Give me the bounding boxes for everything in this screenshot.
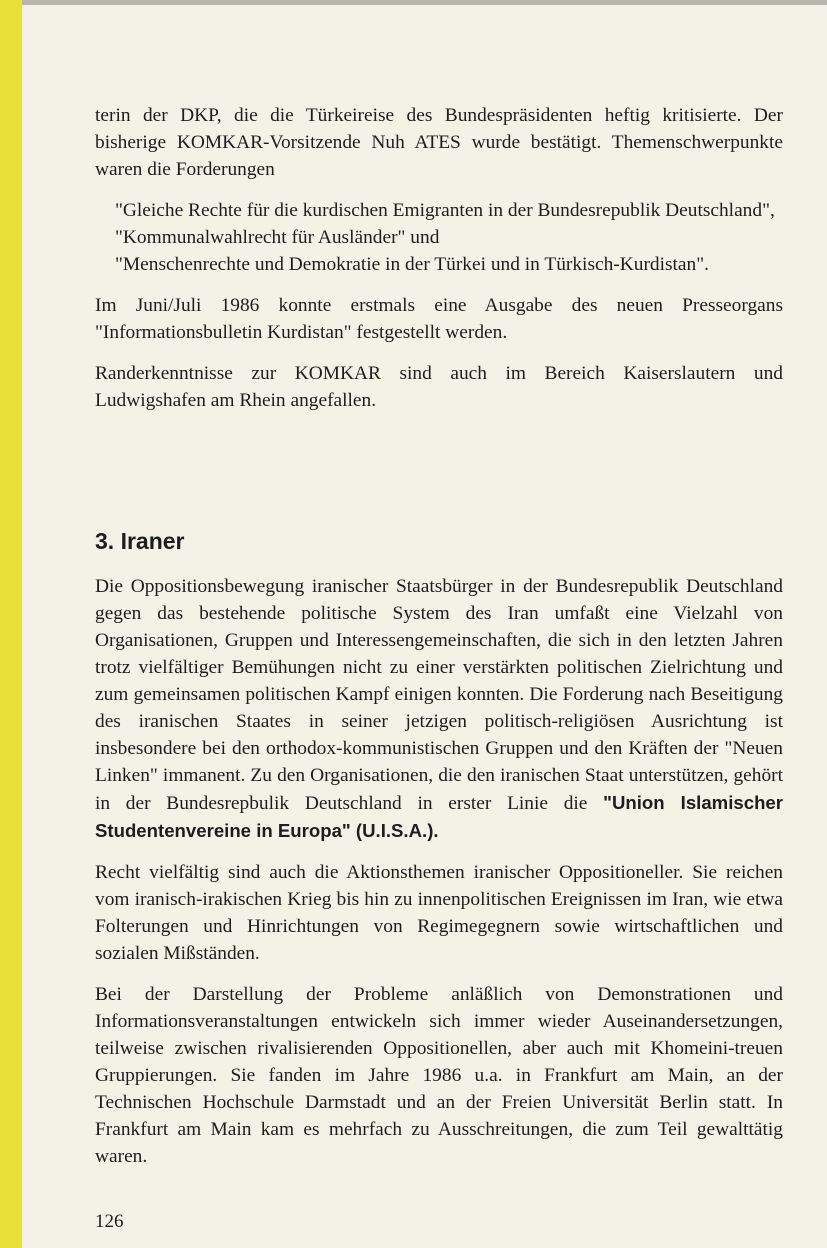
paragraph-opposition [95,573,783,845]
paragraph-opposition-text: Die Oppositionsbewegung iranischer Staatsbürger in der Bundesrepublik Deutschland gegen das bestehende politische System des Iran umfaßt eine Vielzahl von Organisationen, Gruppen und Interessengemeinschaften, die sich in den letzten Jahren trotz vielfältiger Bemühungen nicht zu einer verstärkten politischen Zielrichtung und zum gemeinsamen politischen Kampf einigen konnten. Die Forderung nach Beseitigung des iranischen Staates in seiner jetzigen politisch-religiösen Ausrichtung ist insbesondere bei den orthodox-kommunistischen Gruppen und den Kräften der "Neuen Linken" immanent. Zu den Organisationen, die den iranischen Staat unterstützen, gehört in der Bundesrepbulik Deutschland in erster Linie die [95,576,783,814]
section-heading: 3. Iraner [95,528,185,554]
top-scan-edge [0,0,827,5]
demand-item: "Gleiche Rechte für die kurdischen Emigranten in der Bundesrepublik Deutschland", [115,200,775,221]
demands-list [95,197,783,278]
paragraph-komkar-intro: terin der DKP, die die Türkeireise des Bundespräsidenten heftig kritisierte. Der bisherige KOMKAR-Vorsitzende Nuh ATES wurde bestätigt. Themenschwerpunkte waren die Forderungen [95,105,783,180]
left-edge-strip [0,0,22,1248]
paragraph-aktionsthemen: Recht vielfältig sind auch die Aktionsthemen iranischer Oppositioneller. Sie reichen vom iranisch-irakischen Krieg bis hin zu innenpolitischen Ereignissen im Iran, wie etwa Folterungen und Hinrichtungen von Regimegegnern sowie wirtschaftlichen und sozialen Mißständen. [95,862,783,964]
demand-item: "Menschenrechte und Demokratie in der Türkei und in Türkisch-Kurdistan". [115,254,709,275]
uisa-name: "Union Islamischer Studentenvereine in Europa" (U.I.S.A.). [95,792,783,841]
paragraph-bulletin: Im Juni/Juli 1986 konnte erstmals eine Ausgabe des neuen Presseorgans "Informationsbulletin Kurdistan" festgestellt werden. [95,295,783,343]
paragraph-randerkenntnisse: Randerkenntnisse zur KOMKAR sind auch im Bereich Kaiserslautern und Ludwigshafen am Rhein angefallen. [95,363,783,411]
page-body [95,102,783,1184]
page-number: 126 [95,1211,124,1232]
demand-item: "Kommunalwahlrecht für Ausländer" und [115,227,440,248]
paragraph-demonstrationen: Bei der Darstellung der Probleme anläßlich von Demonstrationen und Informationsveranstaltungen entwickeln sich immer wieder Auseinandersetzungen, teilweise zwischen rivalisierenden Oppositionellen, aber auch mit Khomeini-treuen Gruppierungen. Sie fanden im Jahre 1986 u.a. in Frankfurt am Main, an der Technischen Hochschule Darmstadt und an der Freien Universität Berlin statt. In Frankfurt am Main kam es mehrfach zu Ausschreitungen, die zum Teil gewalttätig waren. [95,984,783,1167]
